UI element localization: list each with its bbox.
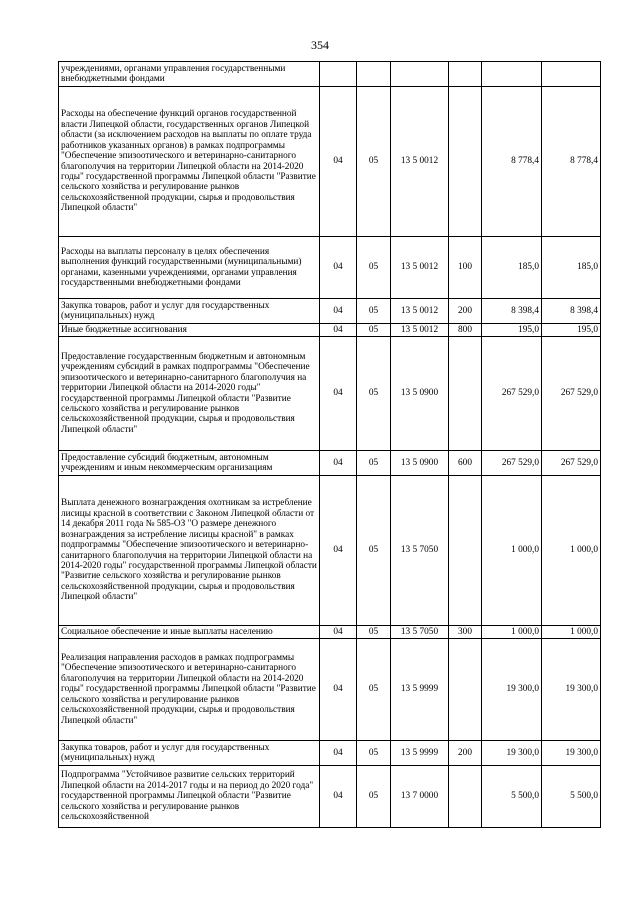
amount-year-2: 267 529,0 xyxy=(542,337,601,451)
subsection-code: 05 xyxy=(357,639,391,741)
expense-type-code xyxy=(449,62,482,87)
target-item-code: 13 5 0012 xyxy=(391,299,449,324)
expense-type-code xyxy=(449,476,482,626)
subsection-code: 05 xyxy=(357,741,391,766)
expense-type-code: 300 xyxy=(449,626,482,639)
amount-year-2: 8 778,4 xyxy=(542,87,601,237)
table-row xyxy=(59,337,601,451)
expense-type-code xyxy=(449,639,482,741)
expense-type-code: 600 xyxy=(449,451,482,476)
row-description: Предоставление субсидий бюджетным, автономным учреждениям и иным некоммерческим организациям xyxy=(59,451,320,476)
amount-year-2: 1 000,0 xyxy=(542,626,601,639)
expense-type-code: 200 xyxy=(449,299,482,324)
expense-type-code xyxy=(449,337,482,451)
row-description: Выплата денежного вознаграждения охотникам за истребление лисицы красной в соответствии с Законом Липецкой области от 14 декабря 2011 года № 585-ОЗ "О размере денежного вознаграждения за истребление лисицы красной" в рамках подпрограммы "Обеспечение эпизоотического и ветеринарно-санитарного благополучия на территории Липецкой области на 2014-2020 годы" государственной программы Липецкой области "Развитие сельского хозяйства и регулирование рынков сельскохозяйственной продукции, сырья и продовольствия Липецкой области" xyxy=(59,476,320,626)
target-item-code: 13 5 0900 xyxy=(391,337,449,451)
budget-table xyxy=(58,61,601,828)
amount-year-2: 267 529,0 xyxy=(542,451,601,476)
row-description: Расходы на обеспечение функций органов государственной власти Липецкой области, государственных органов Липецкой области (за исключением расходов на выплаты по оплате труда работников указанных органов) в рамках подпрограммы "Обеспечение эпизоотического и ветеринарно-санитарного благополучия на территории Липецкой области на 2014-2020 годы" государственной программы Липецкой области "Развитие сельского хозяйства и регулирование рынков сельскохозяйственной продукции, сырья и продовольствия Липецкой области" xyxy=(59,87,320,237)
table-row xyxy=(59,451,601,476)
section-code: 04 xyxy=(320,626,357,639)
amount-year-2 xyxy=(542,62,601,87)
amount-year-1: 8 778,4 xyxy=(482,87,542,237)
amount-year-1: 1 000,0 xyxy=(482,626,542,639)
amount-year-1: 19 300,0 xyxy=(482,639,542,741)
row-description: Социальное обеспечение и иные выплаты населению xyxy=(59,626,320,639)
amount-year-2: 185,0 xyxy=(542,237,601,299)
subsection-code: 05 xyxy=(357,324,391,337)
table-row xyxy=(59,62,601,87)
row-description: Закупка товаров, работ и услуг для государственных (муниципальных) нужд xyxy=(59,299,320,324)
section-code: 04 xyxy=(320,476,357,626)
table-row xyxy=(59,299,601,324)
expense-type-code xyxy=(449,766,482,828)
amount-year-1 xyxy=(482,62,542,87)
amount-year-2: 195,0 xyxy=(542,324,601,337)
section-code: 04 xyxy=(320,237,357,299)
row-description: Иные бюджетные ассигнования xyxy=(59,324,320,337)
amount-year-2: 19 300,0 xyxy=(542,741,601,766)
row-description: Закупка товаров, работ и услуг для государственных (муниципальных) нужд xyxy=(59,741,320,766)
section-code: 04 xyxy=(320,639,357,741)
target-item-code: 13 5 7050 xyxy=(391,476,449,626)
amount-year-2: 1 000,0 xyxy=(542,476,601,626)
amount-year-1: 1 000,0 xyxy=(482,476,542,626)
subsection-code xyxy=(357,62,391,87)
expense-type-code: 200 xyxy=(449,741,482,766)
section-code: 04 xyxy=(320,451,357,476)
subsection-code: 05 xyxy=(357,626,391,639)
amount-year-2: 5 500,0 xyxy=(542,766,601,828)
section-code: 04 xyxy=(320,766,357,828)
target-item-code: 13 5 0012 xyxy=(391,237,449,299)
subsection-code: 05 xyxy=(357,237,391,299)
subsection-code: 05 xyxy=(357,87,391,237)
target-item-code: 13 5 9999 xyxy=(391,639,449,741)
subsection-code: 05 xyxy=(357,337,391,451)
section-code: 04 xyxy=(320,299,357,324)
subsection-code: 05 xyxy=(357,766,391,828)
target-item-code: 13 5 0012 xyxy=(391,87,449,237)
section-code: 04 xyxy=(320,741,357,766)
section-code: 04 xyxy=(320,337,357,451)
amount-year-1: 185,0 xyxy=(482,237,542,299)
target-item-code: 13 5 0012 xyxy=(391,324,449,337)
subsection-code: 05 xyxy=(357,299,391,324)
table-row xyxy=(59,237,601,299)
row-description: Реализация направления расходов в рамках подпрограммы "Обеспечение эпизоотического и ветеринарно-санитарного благополучия на территории Липецкой области на 2014-2020 годы" государственной программы Липецкой области "Развитие сельского хозяйства и регулирование рынков сельскохозяйственной продукции, сырья и продовольствия Липецкой области" xyxy=(59,639,320,741)
table-row xyxy=(59,87,601,237)
amount-year-1: 267 529,0 xyxy=(482,337,542,451)
target-item-code: 13 7 0000 xyxy=(391,766,449,828)
section-code: 04 xyxy=(320,87,357,237)
table-row xyxy=(59,639,601,741)
table-row xyxy=(59,626,601,639)
table-row xyxy=(59,766,601,828)
target-item-code xyxy=(391,62,449,87)
amount-year-2: 19 300,0 xyxy=(542,639,601,741)
table-row xyxy=(59,741,601,766)
amount-year-1: 5 500,0 xyxy=(482,766,542,828)
expense-type-code xyxy=(449,87,482,237)
amount-year-1: 8 398,4 xyxy=(482,299,542,324)
section-code xyxy=(320,62,357,87)
target-item-code: 13 5 7050 xyxy=(391,626,449,639)
amount-year-1: 19 300,0 xyxy=(482,741,542,766)
expense-type-code: 800 xyxy=(449,324,482,337)
subsection-code: 05 xyxy=(357,451,391,476)
table-row xyxy=(59,476,601,626)
table-body xyxy=(59,62,601,828)
target-item-code: 13 5 0900 xyxy=(391,451,449,476)
subsection-code: 05 xyxy=(357,476,391,626)
expense-type-code: 100 xyxy=(449,237,482,299)
table-row xyxy=(59,324,601,337)
amount-year-1: 267 529,0 xyxy=(482,451,542,476)
amount-year-1: 195,0 xyxy=(482,324,542,337)
page-number: 354 xyxy=(311,38,329,52)
target-item-code: 13 5 9999 xyxy=(391,741,449,766)
row-description: Предоставление государственным бюджетным и автономным учреждениям субсидий в рамках подпрограммы "Обеспечение эпизоотического и ветеринарно-санитарного благополучия на территории Липецкой области на 2014-2020 годы" государственной программы Липецкой области "Развитие сельского хозяйства и регулирование рынков сельскохозяйственной продукции, сырья и продовольствия Липецкой области" xyxy=(59,337,320,451)
section-code: 04 xyxy=(320,324,357,337)
amount-year-2: 8 398,4 xyxy=(542,299,601,324)
row-description: Подпрограмма "Устойчивое развитие сельских территорий Липецкой области на 2014-2017 годы и на период до 2020 года" государственной программы Липецкой области "Развитие сельского хозяйства и регулирование рынков сельскохозяйственной xyxy=(59,766,320,828)
row-description: Расходы на выплаты персоналу в целях обеспечения выполнения функций государственными (муниципальными) органами, казенными учреждениями, органами управления государственными внебюджетными фондами xyxy=(59,237,320,299)
row-description: учреждениями, органами управления государственными внебюджетными фондами xyxy=(59,62,320,87)
